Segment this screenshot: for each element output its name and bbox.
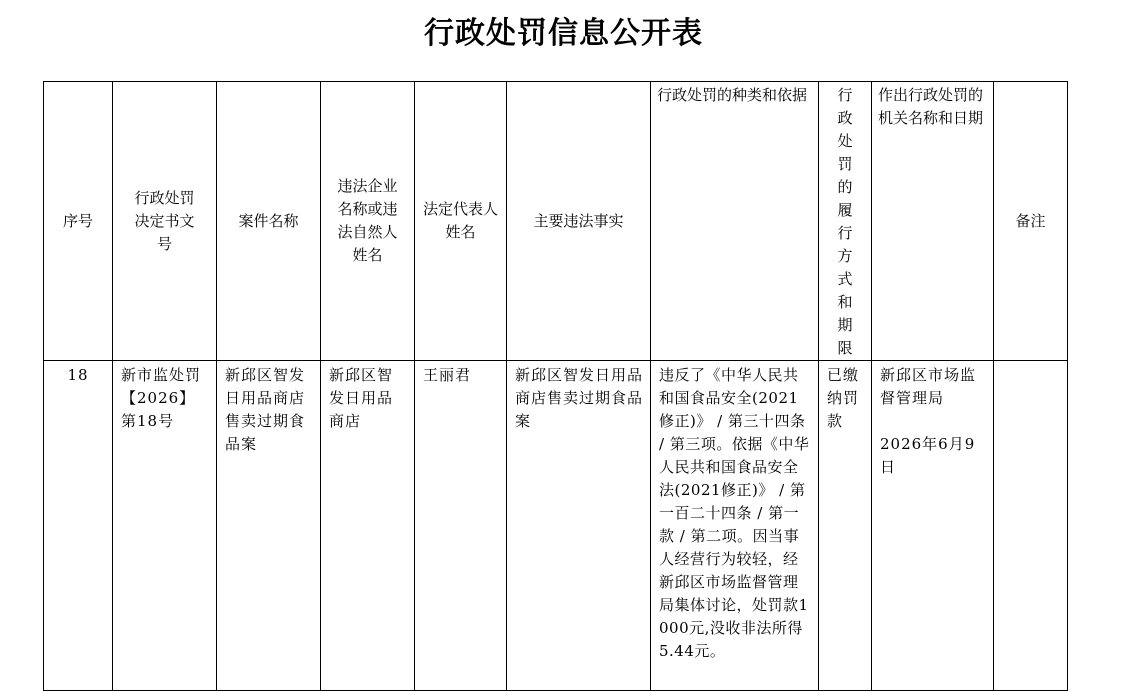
penalty-info-table	[43, 81, 1068, 691]
table-header-row	[44, 82, 1068, 361]
cell-case-name: 新邱区智发日用品商店售卖过期食品案	[217, 361, 321, 691]
header-remarks: 备注	[994, 82, 1068, 361]
table-row	[44, 361, 1068, 691]
cell-facts: 新邱区智发日用品商店售卖过期食品案	[507, 361, 651, 691]
cell-authority-date	[872, 361, 994, 691]
header-facts: 主要违法事实	[507, 82, 651, 361]
cell-party: 新邱区智发日用品商店	[321, 361, 415, 691]
header-seq: 序号	[44, 82, 113, 361]
decision-date: 2026年6月9日	[880, 435, 976, 476]
header-type-basis: 行政处罚的种类和依据	[651, 82, 819, 361]
cell-performance: 已缴纳罚款	[819, 361, 872, 691]
header-authority-date: 作出行政处罚的机关名称和日期	[872, 82, 994, 361]
header-legal-rep: 法定代表人姓名	[415, 82, 507, 361]
cell-legal-rep: 王丽君	[415, 361, 507, 691]
authority-name: 新邱区市场监督管理局	[880, 366, 977, 407]
cell-type-basis: 违反了《中华人民共和国食品安全(2021修正)》 / 第三十四条 / 第三项。依据《中华人民共和国食品安全法(2021修正)》 / 第一百二十四条 / 第一款 / 第二项。因当事人经营行为较轻，经新邱区市场监督管理局集体讨论，处罚款1000元,没收非法所得5.44元。	[651, 361, 819, 691]
cell-seq: 18	[44, 361, 113, 691]
header-party: 违法企业名称或违法自然人姓名	[321, 82, 415, 361]
header-performance: 行政处罚的履行方式和期限	[819, 82, 872, 361]
header-case-name: 案件名称	[217, 82, 321, 361]
cell-decision-no: 新市监处罚【2026】第18号	[113, 361, 217, 691]
cell-remarks	[994, 361, 1068, 691]
header-decision-no: 行政处罚决定书文号	[113, 82, 217, 361]
page-title: 行政处罚信息公开表	[424, 16, 703, 51]
